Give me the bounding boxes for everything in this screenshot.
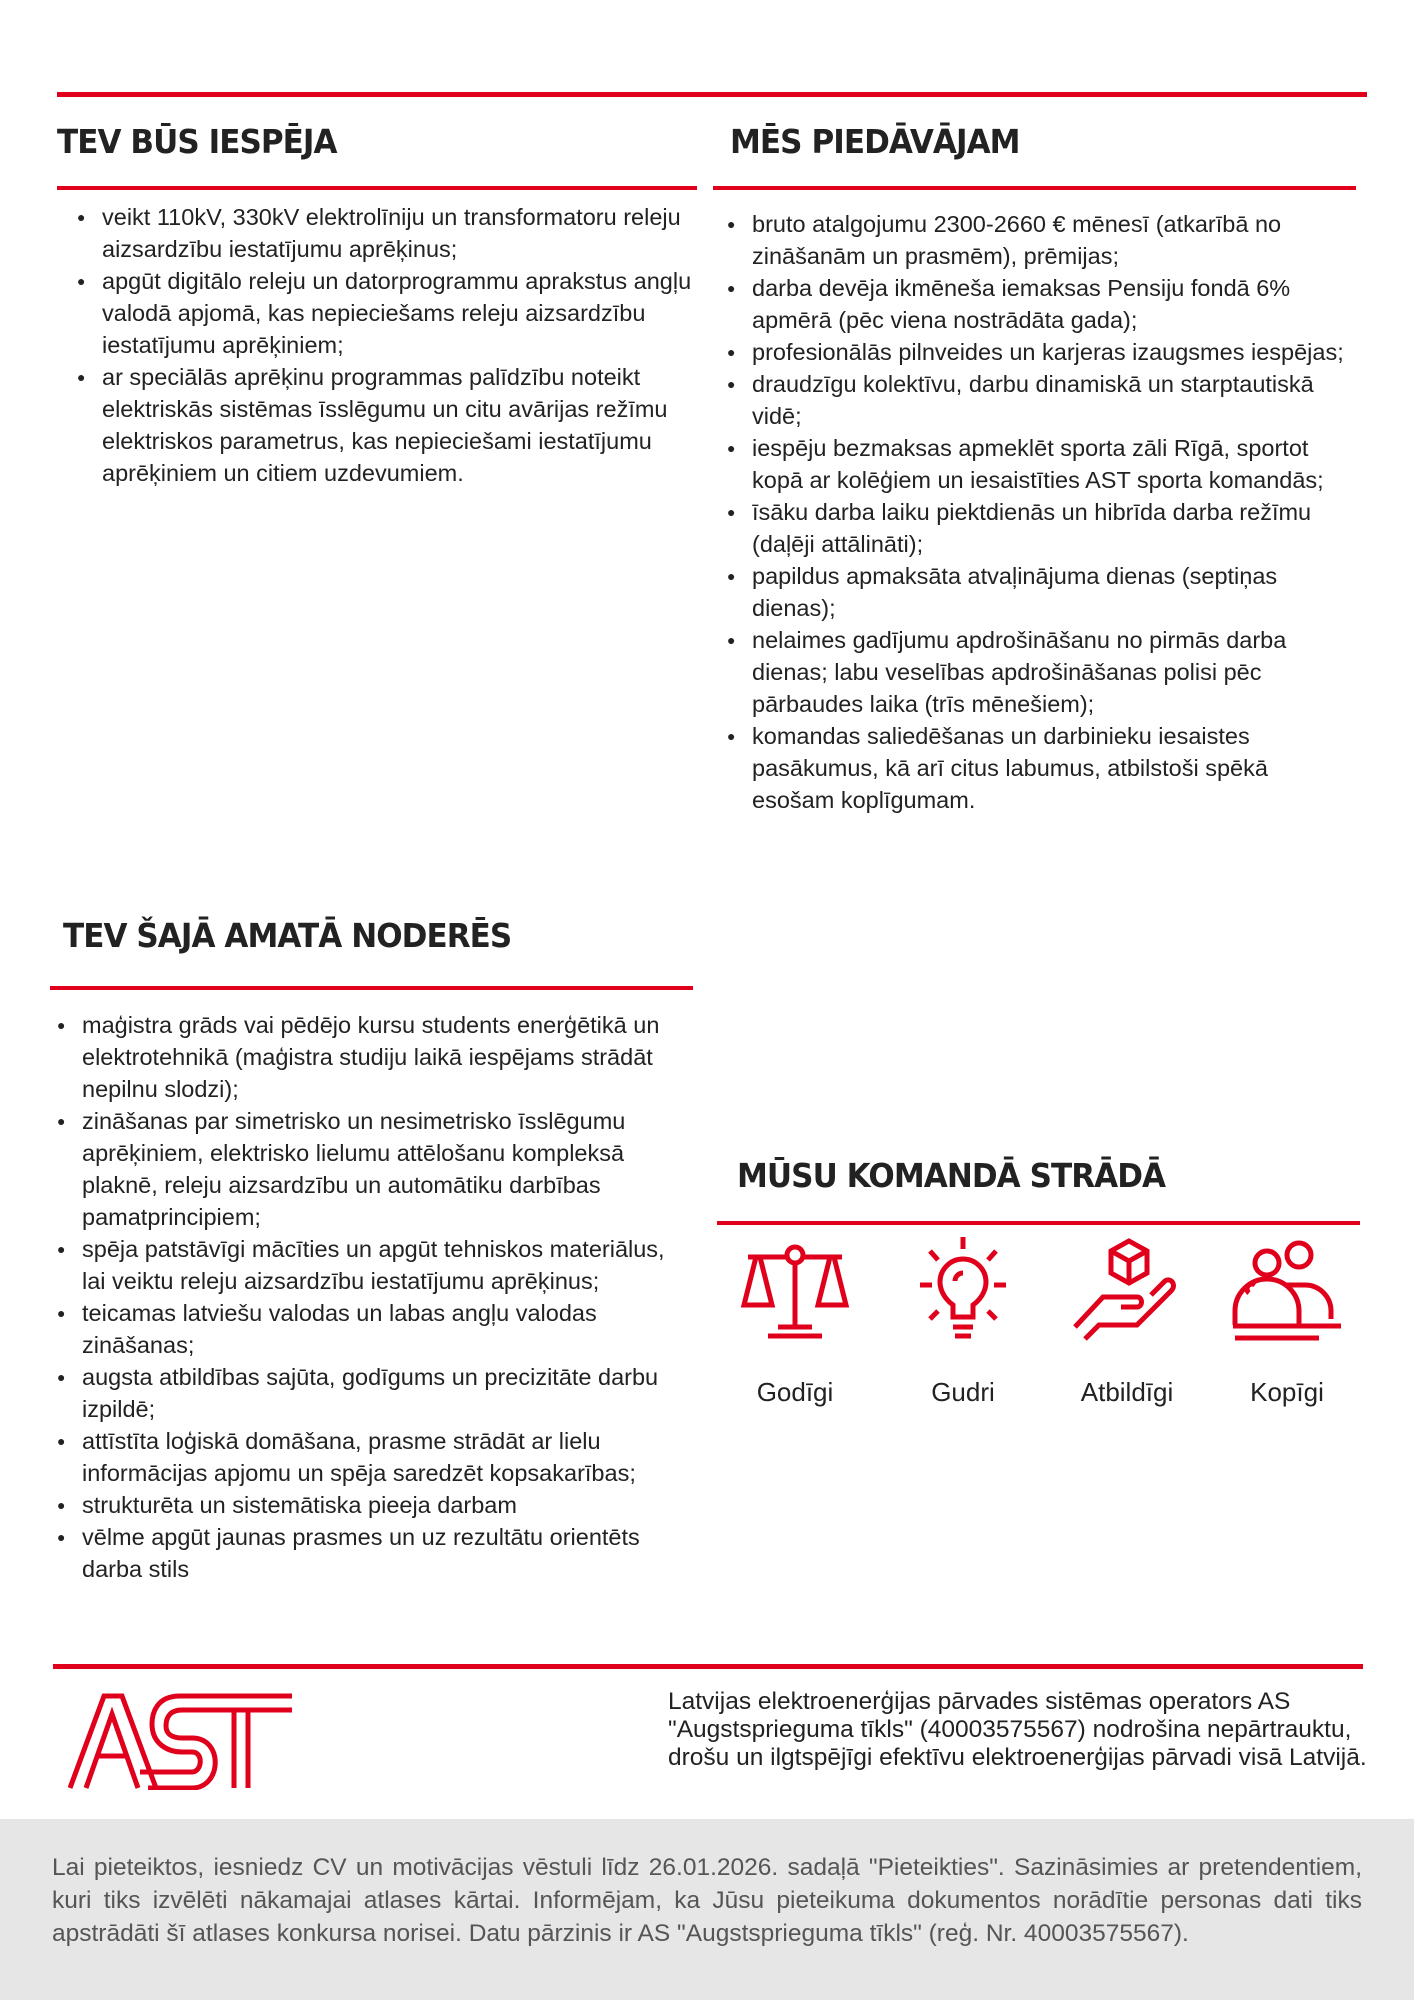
bullet-icon: ● [727,728,736,744]
list-item: ● veikt 110kV, 330kV elektrolīniju un transformatoru releju aizsardzību iestatījumu aprēķinus; [102,201,692,265]
bullet-icon: ● [57,1433,66,1449]
list-item: ● nelaimes gadījumu apdrošināšanu no pirmās darba dienas; labu veselības apdrošināšanas polisi pēc pārbaudes laika (trīs mēnešiem); [752,624,1352,720]
lightbulb-icon [908,1235,1018,1345]
values-heading: MŪSU KOMANDĀ STRĀDĀ [737,1156,1166,1195]
value-gudri [883,1235,1043,1407]
company-description: Latvijas elektroenerģijas pārvades sistēmas operators AS "Augstsprieguma tīkls" (40003575567) nodrošina nepārtrauktu, drošu un ilgtspējīgi efektīvu elektroenerģijas pārvadi visā Latvijā. [668,1688,1367,1771]
bullet-icon: ● [57,1017,66,1033]
offer-heading: MĒS PIEDĀVĀJAM [730,122,1020,161]
bullet-icon: ● [727,440,736,456]
bullet-icon: ● [57,1241,66,1257]
bullet-icon: ● [57,1497,66,1513]
list-item: ● spēja patstāvīgi mācīties un apgūt tehniskos materiālus, lai veiktu releju aizsardzību iestatījumu aprēķinus; [82,1233,694,1297]
bullet-icon: ● [727,632,736,648]
list-item: ● teicamas latviešu valodas un labas angļu valodas zināšanas; [82,1297,694,1361]
list-item: ● strukturēta un sistemātiska pieeja darbam [82,1489,694,1521]
application-notice: Lai pieteiktos, iesniedz CV un motivācijas vēstuli līdz 26.01.2026. sadaļā "Pieteikties". Sazināsimies ar pretendentiem, kuri tiks izvēlēti nākamajai atlases kārtai. Informējam, ka Jūsu pieteikuma dokumentos norādītie personas dati tiks apstrādāti šī atlases konkursa norisei. Datu pārzinis ir AS "Augstsprieguma tīkls" (reģ. Nr. 40003575567). [52,1854,1362,1947]
people-icon [1227,1235,1347,1345]
bullet-icon: ● [77,369,86,385]
list-item: ● augsta atbildības sajūta, godīgums un precizitāte darbu izpildē; [82,1361,694,1425]
value-godigi [715,1235,875,1407]
requirements-heading: TEV ŠAJĀ AMATĀ NODERĒS [63,916,512,955]
bullet-icon: ● [57,1305,66,1321]
opportunity-list [77,201,692,489]
bullet-icon: ● [727,216,736,232]
bullet-icon: ● [727,280,736,296]
list-item: ● bruto atalgojumu 2300-2660 € mēnesī (atkarībā no zināšanām un prasmēm), prēmijas; [752,208,1352,272]
list-item: ● iespēju bezmaksas apmeklēt sporta zāli Rīgā, sportot kopā ar kolēģiem un iesaistīties AST sporta komandās; [752,432,1352,496]
bullet-icon: ● [727,568,736,584]
list-item: ● ar speciālās aprēķinu programmas palīdzību noteikt elektriskās sistēmas īsslēgumu un citu avārijas režīmu elektriskos parametrus, kas nepieciešami iestatījumu aprēķiniem un citiem uzdevumiem. [102,361,692,489]
list-item: ● zināšanas par simetrisko un nesimetrisko īsslēgumu aprēķiniem, elektrisko lielumu attēlošanu kompleksā plaknē, releju aizsardzību un automātiku darbības pamatprincipiem; [82,1105,694,1233]
value-label: Godīgi [756,1377,834,1407]
value-atbildigi [1047,1235,1207,1407]
list-item: ● draudzīgu kolektīvu, darbu dinamiskā un starptautiskā vidē; [752,368,1352,432]
bullet-icon: ● [77,209,86,225]
value-kopigi [1207,1235,1367,1407]
list-item: ● attīstīta loģiskā domāšana, prasme strādāt ar lielu informācijas apjomu un spēja saredzēt kopsakarības; [82,1425,694,1489]
bullet-icon: ● [57,1369,66,1385]
list-item: ● īsāku darba laiku piektdienās un hibrīda darba režīmu (daļēji attālināti); [752,496,1352,560]
value-label: Gudri [931,1377,995,1407]
list-item: ● papildus apmaksāta atvaļinājuma dienas (septiņas dienas); [752,560,1352,624]
list-item: ● vēlme apgūt jaunas prasmes un uz rezultātu orientēts darba stils [82,1521,694,1585]
bullet-icon: ● [77,273,86,289]
offer-list [727,208,1352,816]
list-item: ● maģistra grāds vai pēdējo kursu students enerģētikā un elektrotehnikā (maģistra studiju laikā iespējams strādāt nepilnu slodzi); [82,1009,694,1105]
bullet-icon: ● [727,344,736,360]
bullet-icon: ● [57,1529,66,1545]
bullet-icon: ● [727,504,736,520]
requirements-underline [50,986,693,990]
bullet-icon: ● [57,1113,66,1129]
list-item: ● darba devēja ikmēneša iemaksas Pensiju fondā 6% apmērā (pēc viena nostrādāta gada); [752,272,1352,336]
hand-with-box-icon [1067,1235,1187,1345]
opportunity-heading: TEV BŪS IESPĒJA [57,122,337,161]
top-divider [57,92,1367,97]
value-label: Kopīgi [1250,1377,1324,1407]
requirements-list [57,1009,694,1585]
values-icons [715,1235,1375,1435]
value-label: Atbildīgi [1080,1377,1174,1407]
list-item: ● komandas saliedēšanas un darbinieku iesaistes pasākumus, kā arī citus labumus, atbilstoši spēkā esošam koplīgumam. [752,720,1352,816]
list-item: ● apgūt digitālo releju un datorprogrammu aprakstus angļu valodā apjomā, kas nepieciešams releju aizsardzību iestatījumu aprēķiniem; [102,265,692,361]
values-underline [717,1221,1360,1225]
ast-logo [68,1692,294,1790]
bullet-icon: ● [727,376,736,392]
scales-icon [740,1235,850,1345]
bottom-divider [53,1664,1363,1669]
offer-underline [713,186,1356,190]
list-item: ● profesionālās pilnveides un karjeras izaugsmes iespējas; [752,336,1352,368]
opportunity-underline [57,186,697,190]
